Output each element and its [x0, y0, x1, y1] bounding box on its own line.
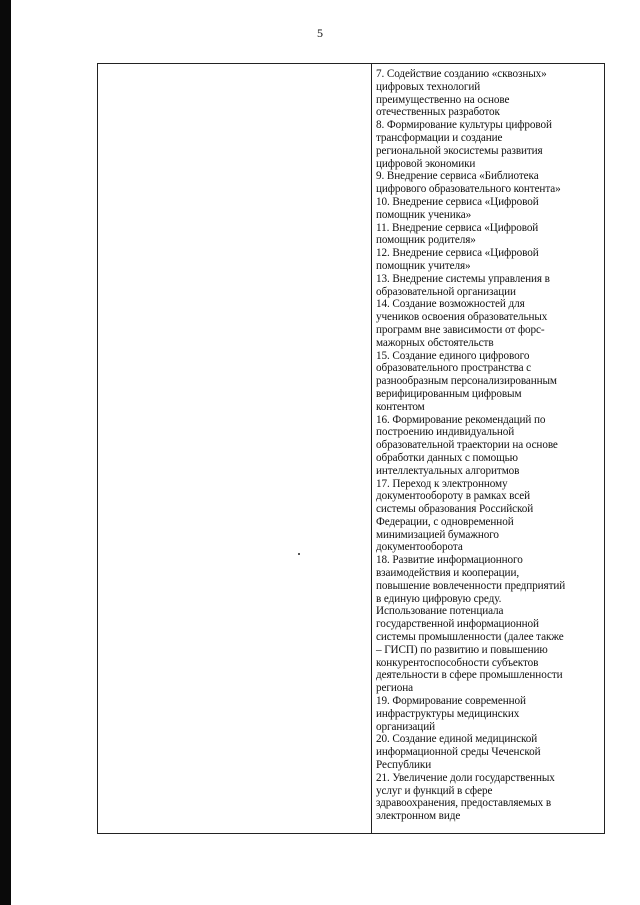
table-text-line: помощник ученика»	[376, 208, 472, 221]
table-text-line: электронном виде	[376, 810, 461, 823]
table-text-line: региона	[376, 682, 413, 695]
table-text-line: 7. Содействие созданию «сквозных»	[376, 68, 547, 80]
table-text-line: конкурентоспособности субъектов	[376, 656, 539, 669]
table-text-line: помощник учителя»	[376, 259, 471, 272]
table-text-line: региональной экосистемы развития	[376, 144, 543, 157]
table-text-line: государственной информационной	[376, 618, 539, 631]
table-text-line: отечественных разработок	[376, 106, 500, 119]
table-text-line: 10. Внедрение сервиса «Цифровой	[376, 195, 539, 208]
table-text-line: преимущественно на основе	[376, 93, 510, 106]
table-text-line: программ вне зависимости от форс-	[376, 323, 545, 336]
table-text-line: Федерации, с одновременной	[376, 515, 514, 528]
table-text-line: помощник родителя»	[376, 234, 476, 247]
table-text-line: организаций	[376, 720, 435, 733]
table-text-line: верифицированным цифровым	[376, 387, 522, 400]
table-text-line: 16. Формирование рекомендаций по	[376, 413, 546, 426]
table-text-line: взаимодействия и кооперации,	[376, 567, 520, 580]
table-text-line: 12. Внедрение сервиса «Цифровой	[376, 247, 539, 260]
scan-speck	[298, 553, 300, 555]
table-text-line: интеллектуальных алгоритмов	[376, 464, 520, 477]
table-text-line: 14. Создание возможностей для	[376, 298, 525, 311]
table-text-line: Республики	[376, 759, 432, 772]
table-text-line: 19. Формирование современной	[376, 695, 526, 708]
table-text-line: повышение вовлеченности предприятий	[376, 579, 566, 592]
table-text-line: в единую цифровую среду.	[376, 592, 502, 605]
table-text-line: мажорных обстоятельств	[376, 336, 494, 349]
table-text-line: документооборота	[376, 541, 463, 554]
table-text-line: образовательной организации	[376, 285, 516, 298]
table-text-line: – ГИСП) по развитию и повышению	[376, 643, 548, 656]
table-text-line: учеников освоения образовательных	[376, 311, 548, 324]
table-text-line: разнообразным персонализированным	[376, 375, 557, 388]
table-text-line: 21. Увеличение доли государственных	[376, 771, 555, 784]
page-number: 5	[317, 26, 323, 40]
table-text-line: услуг и функций в сфере	[376, 784, 493, 797]
table-text-line: трансформации и создание	[376, 131, 503, 144]
table-text-line: системы промышленности (далее также	[376, 631, 564, 644]
table-text-line: цифровых технологий	[376, 80, 481, 93]
table-text-line: 15. Создание единого цифрового	[376, 349, 530, 362]
table-text-line: информационной среды Чеченской	[376, 746, 541, 759]
table-text-line: 8. Формирование культуры цифровой	[376, 119, 552, 132]
table-text-line: цифровой экономики	[376, 157, 476, 170]
document-table	[97, 63, 605, 834]
table-text-line: построению индивидуальной	[376, 426, 515, 439]
table-text-line: образовательного пространства с	[376, 362, 532, 375]
table-text-line: деятельности в сфере промышленности	[376, 669, 563, 682]
scan-edge-bar	[0, 0, 11, 905]
table-text-line: контентом	[376, 400, 425, 413]
table-text-line: инфраструктуры медицинских	[376, 707, 520, 720]
column-divider	[371, 64, 372, 833]
table-text-line: Использование потенциала	[376, 605, 504, 618]
table-text-line: минимизацией бумажного	[376, 528, 499, 541]
table-text-line: 18. Развитие информационного	[376, 554, 523, 567]
table-text-line: документообороту в рамках всей	[376, 490, 531, 503]
table-text-line: 17. Переход к электронному	[376, 477, 508, 490]
table-text-line: 13. Внедрение системы управления в	[376, 272, 550, 285]
table-text-line: образовательной траектории на основе	[376, 439, 558, 452]
table-right-column	[376, 68, 604, 823]
table-text-line: системы образования Российской	[376, 503, 534, 516]
table-text-line: 20. Создание единой медицинской	[376, 733, 538, 746]
table-text-line: цифрового образовательного контента»	[376, 183, 561, 196]
table-text-line: 9. Внедрение сервиса «Библиотека	[376, 170, 539, 183]
table-text-line: обработки данных с помощью	[376, 451, 518, 464]
table-text-line: здравоохранения, предоставляемых в	[376, 797, 552, 810]
table-text-line: 11. Внедрение сервиса «Цифровой	[376, 221, 539, 234]
